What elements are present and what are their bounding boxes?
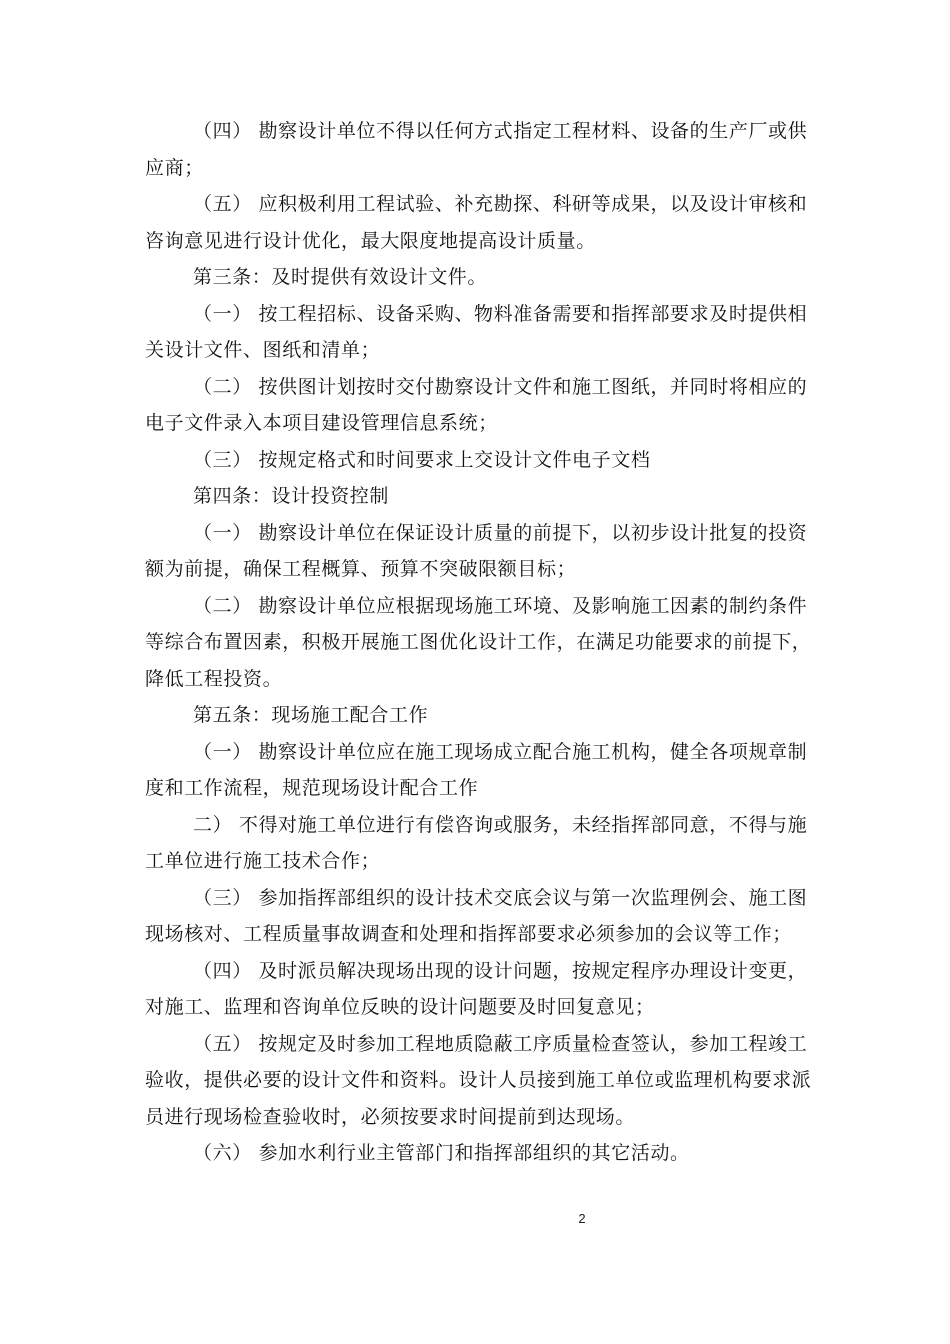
text-line: 现场核对、工程质量事故调查和处理和指挥部要求必须参加的会议等工作； xyxy=(145,923,792,945)
text-line: （一） 按工程招标、设备采购、物料准备需要和指挥部要求及时提供相 xyxy=(193,302,808,325)
text-line: 员进行现场检查验收时，必须按要求时间提前到达现场。 xyxy=(145,1105,636,1128)
text-line: （五） 应积极利用工程试验、补充勘探、科研等成果，以及设计审核和 xyxy=(193,193,808,215)
body-text xyxy=(145,113,812,1172)
text-line: （四） 及时派员解决现场出现的设计问题，按规定程序办理设计变更， xyxy=(193,959,808,982)
text-line: （六） 参加水利行业主管部门和指挥部组织的其它活动。 xyxy=(193,1142,690,1164)
text-line: 关设计文件、图纸和清单； xyxy=(145,339,381,361)
text-line: 电子文件录入本项目建设管理信息系统； xyxy=(145,412,498,434)
text-line: 额为前提，确保工程概算、预算不突破限额目标； xyxy=(145,558,577,580)
text-line: （三） 按规定格式和时间要求上交设计文件电子文档 xyxy=(193,448,651,471)
text-line: 第三条：及时提供有效设计文件。 xyxy=(193,266,488,288)
page-number: 2 xyxy=(578,1211,586,1226)
text-line: （一） 勘察设计单位应在施工现场成立配合施工机构，健全各项规章制 xyxy=(193,740,808,763)
text-line: （二） 按供图计划按时交付勘察设计文件和施工图纸，并同时将相应的 xyxy=(193,375,808,398)
text-line: 降低工程投资。 xyxy=(145,667,283,690)
text-line: 工单位进行施工技术合作； xyxy=(145,850,381,872)
text-line: 二） 不得对施工单位进行有偿咨询或服务，未经指挥部同意，不得与施 xyxy=(193,813,808,836)
text-line: （二） 勘察设计单位应根据现场施工环境、及影响施工因素的制约条件 xyxy=(193,594,808,617)
text-line: 咨询意见进行设计优化，最大限度地提高设计质量。 xyxy=(145,229,596,252)
text-line: （一） 勘察设计单位在保证设计质量的前提下，以初步设计批复的投资 xyxy=(193,521,808,544)
text-line: 验收，提供必要的设计文件和资料。设计人员接到施工单位或监理机构要求派 xyxy=(145,1069,812,1091)
text-line: 第四条：设计投资控制 xyxy=(193,485,390,507)
text-line: （三） 参加指挥部组织的设计技术交底会议与第一次监理例会、施工图 xyxy=(193,886,808,909)
text-line: 度和工作流程，规范现场设计配合工作 xyxy=(145,777,479,799)
text-line: （四） 勘察设计单位不得以任何方式指定工程材料、设备的生产厂或供 xyxy=(193,120,808,142)
text-line: （五） 按规定及时参加工程地质隐蔽工序质量检查签认，参加工程竣工 xyxy=(193,1032,808,1055)
text-line: 应商； xyxy=(145,156,204,179)
text-line: 第五条：现场施工配合工作 xyxy=(193,704,429,726)
text-line: 对施工、监理和咨询单位反映的设计问题要及时回复意见； xyxy=(145,996,655,1018)
text-line: 等综合布置因素，积极开展施工图优化设计工作，在满足功能要求的前提下， xyxy=(145,631,812,653)
